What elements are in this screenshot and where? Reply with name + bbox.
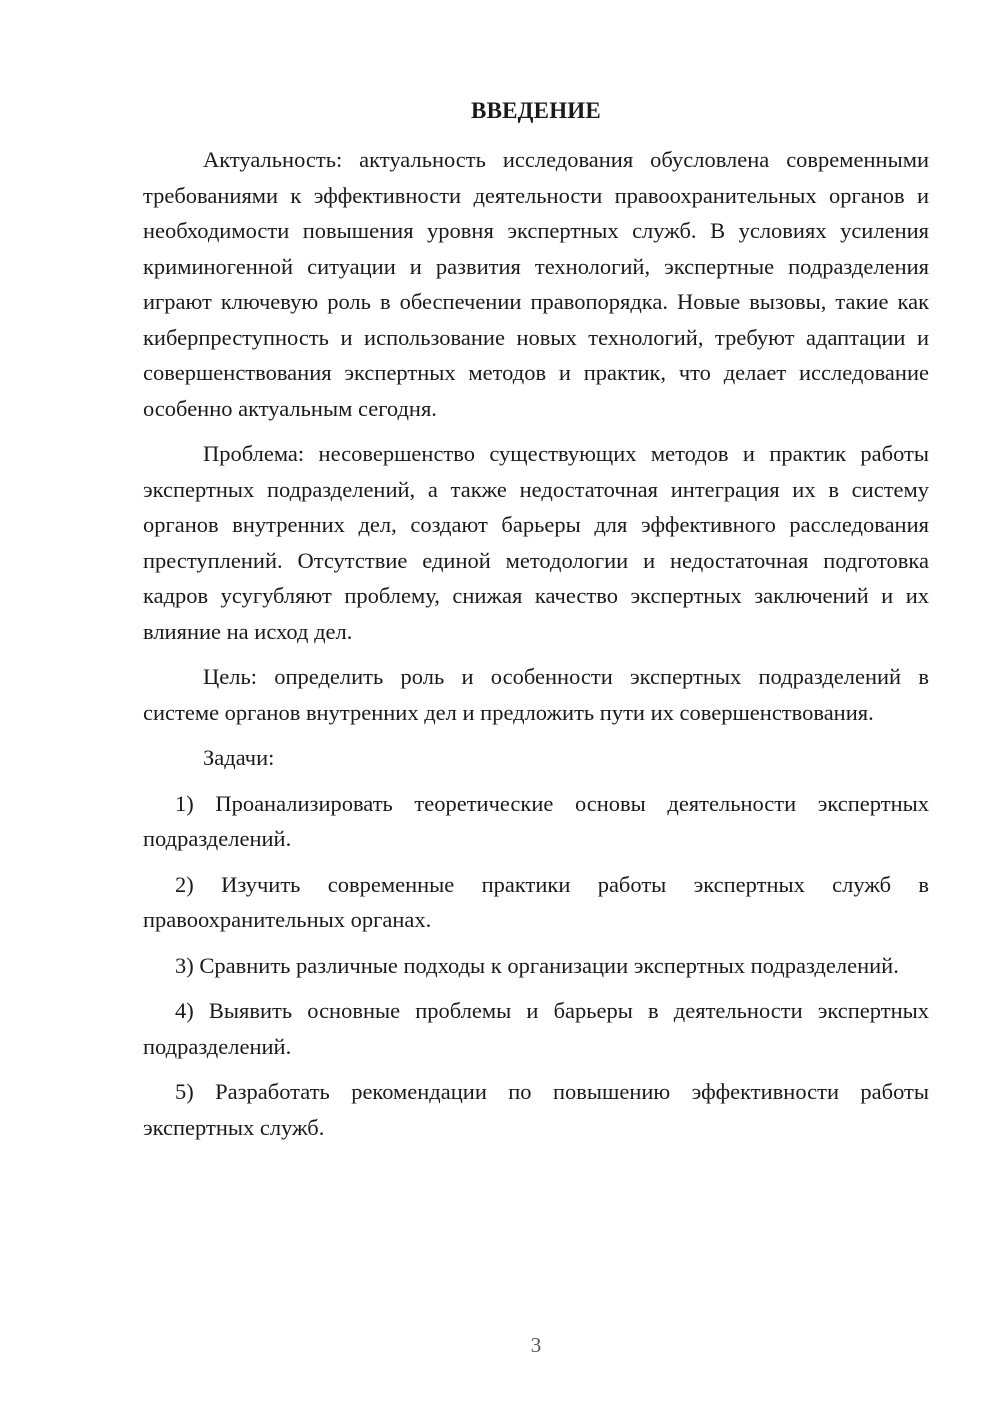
document-body [143,142,929,1155]
task-item: 3) Сравнить различные подходы к организации экспертных подразделений. [175,952,899,978]
task-item: 1) Проанализировать теоретические основы деятельности экспертных подразделений. [143,790,929,851]
task-item: 2) Изучить современные практики работы экспертных служб в правоохранительных органах. [143,871,929,932]
section-heading: ВВЕДЕНИЕ [471,98,601,123]
goal-paragraph: Цель: определить роль и особенности экспертных подразделений в системе органов внутренних дел и предложить пути их совершенствования. [143,664,929,725]
tasks-label: Задачи: [203,745,275,770]
task-item: 4) Выявить основные проблемы и барьеры в деятельности экспертных подразделений. [143,998,929,1059]
relevance-paragraph: Актуальность: актуальность исследования обусловлена современными требованиями к эффективности деятельности правоохранительных органов и необходимости повышения уровня экспертных служб. В условиях усиления криминогенной ситуации и развития технологий, экспертные подразделения играют ключевую роль в обеспечении правопорядка. Новые вызовы, такие как киберпреступность и использование новых технологий, требуют адаптации и совершенствования экспертных методов и практик, что делает исследование особенно актуальным сегодня. [143,147,929,421]
problem-paragraph: Проблема: несовершенство существующих методов и практик работы экспертных подразделений, а также недостаточная интеграция их в систему органов внутренних дел, создают барьеры для эффективного расследования преступлений. Отсутствие единой методологии и недостаточная подготовка кадров усугубляют проблему, снижая качество экспертных заключений и их влияние на исход дел. [143,441,929,644]
task-item: 5) Разработать рекомендации по повышению эффективности работы экспертных служб. [143,1079,929,1140]
page-number: 3 [530,1333,542,1357]
